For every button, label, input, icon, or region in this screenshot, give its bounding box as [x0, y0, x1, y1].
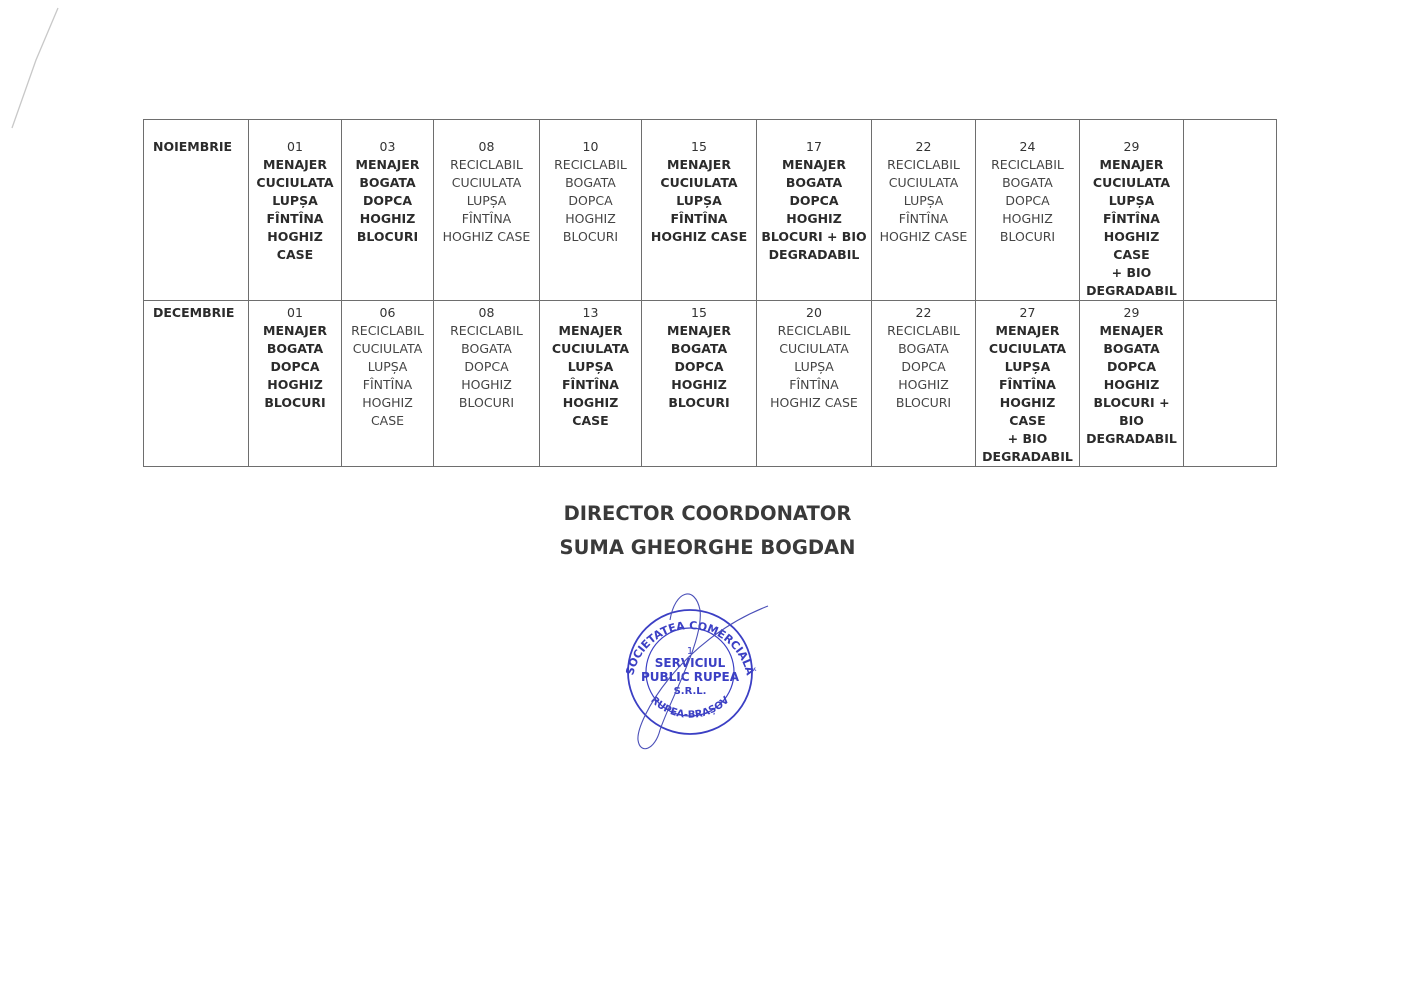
collection-day: 29: [1123, 305, 1140, 320]
collection-day: 15: [691, 305, 707, 320]
collection-day: 22: [915, 305, 932, 320]
schedule-cell: [1080, 120, 1184, 301]
collection-details: RECICLABIL CUCIULATA LUPȘA FÎNTÎNA HOGHIZ CASE: [442, 157, 531, 244]
collection-details: MENAJER BOGATA DOPCA HOGHIZ BLOCURI: [355, 157, 420, 244]
schedule-cell: [872, 301, 976, 467]
collection-day: 24: [1019, 139, 1036, 154]
collection-details: MENAJER CUCIULATA LUPȘA FÎNTÎNA HOGHIZ CASE: [256, 157, 334, 262]
collection-day: 08: [478, 139, 495, 154]
collection-details: MENAJER BOGATA DOPCA HOGHIZ BLOCURI + BIO DEGRADABIL: [1086, 323, 1177, 446]
collection-schedule-table: [143, 119, 1277, 467]
schedule-cell: [1184, 301, 1277, 467]
schedule-cell: [642, 120, 757, 301]
scan-edge-mark: [0, 0, 70, 140]
schedule-cell: [976, 120, 1080, 301]
collection-details: MENAJER BOGATA DOPCA HOGHIZ BLOCURI + BIO DEGRADABIL: [761, 157, 867, 262]
collection-details: RECICLABIL BOGATA DOPCA HOGHIZ BLOCURI: [991, 157, 1064, 244]
collection-day: 03: [379, 139, 396, 154]
schedule-cell: [872, 120, 976, 301]
schedule-cell: [434, 120, 540, 301]
collection-details: RECICLABIL BOGATA DOPCA HOGHIZ BLOCURI: [887, 323, 960, 410]
month-label: DECEMBRIE: [144, 301, 249, 467]
collection-details: RECICLABIL BOGATA DOPCA HOGHIZ BLOCURI: [450, 323, 523, 410]
collection-day: 27: [1019, 305, 1036, 320]
collection-day: 22: [915, 139, 932, 154]
collection-details: MENAJER CUCIULATA LUPȘA FÎNTÎNA HOGHIZ CASE: [650, 157, 748, 244]
collection-day: 08: [478, 305, 495, 320]
schedule-cell: [1184, 120, 1277, 301]
signature-name: SUMA GHEORGHE BOGDAN: [559, 536, 856, 559]
schedule-cell: [249, 120, 342, 301]
schedule-cell: [757, 301, 872, 467]
stamp-line-2: PUBLIC RUPEA: [640, 670, 740, 684]
company-stamp: [600, 580, 780, 760]
schedule-cell: [249, 301, 342, 467]
collection-details: RECICLABIL CUCIULATA LUPȘA FÎNTÎNA HOGHIZ CASE: [351, 323, 424, 428]
stamp-bottom-text: RUPEA-BRAȘOV: [648, 694, 732, 721]
schedule-cell: [976, 301, 1080, 467]
collection-details: MENAJER BOGATA DOPCA HOGHIZ BLOCURI: [263, 323, 327, 410]
month-label: NOIEMBRIE: [144, 120, 249, 301]
collection-day: 10: [582, 139, 599, 154]
collection-day: 17: [806, 139, 822, 154]
collection-details: MENAJER BOGATA DOPCA HOGHIZ BLOCURI: [667, 323, 731, 410]
table-row: [144, 301, 1277, 467]
table-row: [144, 120, 1277, 301]
signature-title: DIRECTOR COORDONATOR: [563, 502, 852, 525]
schedule-cell: [757, 120, 872, 301]
collection-details: RECICLABIL CUCIULATA LUPȘA FÎNTÎNA HOGHIZ CASE: [879, 157, 968, 244]
collection-day: 01: [287, 139, 303, 154]
stamp-outer-text: SOCIETATEA COMERCIALĂ: [623, 618, 757, 677]
collection-details: RECICLABIL CUCIULATA LUPȘA FÎNTÎNA HOGHIZ CASE: [770, 323, 858, 410]
schedule-cell: [642, 301, 757, 467]
collection-day: 06: [379, 305, 396, 320]
schedule-cell: [540, 120, 642, 301]
schedule-cell: [1080, 301, 1184, 467]
collection-day: 13: [582, 305, 599, 320]
svg-text:RUPEA-BRAȘOV: [648, 695, 731, 721]
schedule-cell: [342, 120, 434, 301]
schedule-cell: [434, 301, 540, 467]
stamp-number: 1: [686, 646, 694, 657]
collection-details: MENAJER CUCIULATA LUPȘA FÎNTÎNA HOGHIZ CASE + BIO DEGRADABIL: [1086, 157, 1177, 298]
schedule-cell: [342, 301, 434, 467]
stamp-line-1: SERVICIUL: [654, 656, 726, 670]
collection-day: 29: [1123, 139, 1140, 154]
collection-day: 20: [806, 305, 822, 320]
collection-day: 15: [691, 139, 707, 154]
collection-details: RECICLABIL BOGATA DOPCA HOGHIZ BLOCURI: [554, 157, 627, 244]
collection-day: 01: [287, 305, 303, 320]
collection-details: MENAJER CUCIULATA LUPȘA FÎNTÎNA HOGHIZ CASE + BIO DEGRADABIL: [982, 323, 1073, 464]
stamp-line-3: S.R.L.: [673, 686, 707, 697]
schedule-cell: [540, 301, 642, 467]
collection-details: MENAJER CUCIULATA LUPȘA FÎNTÎNA HOGHIZ CASE: [551, 323, 630, 428]
